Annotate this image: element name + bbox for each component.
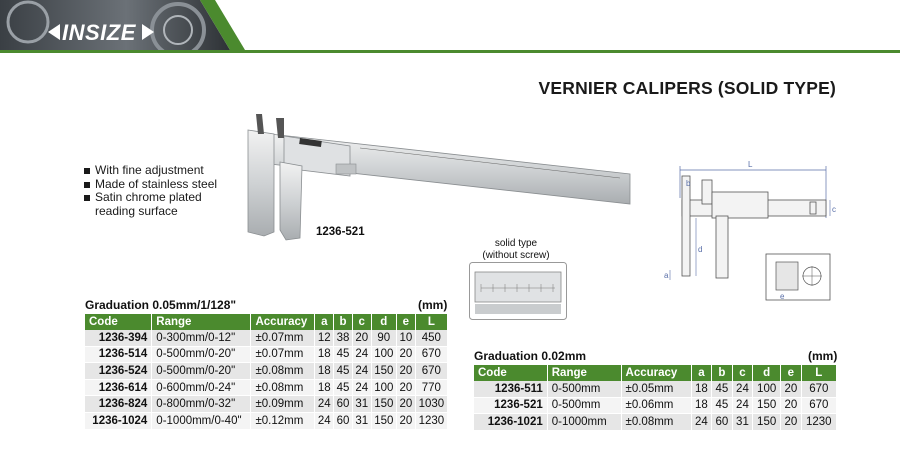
dim-label-b: b	[686, 179, 691, 188]
table-cell: 450	[415, 330, 447, 346]
table-cell: 24	[352, 346, 371, 363]
table-cell: 20	[781, 397, 802, 414]
table-cell: 1236-394	[85, 330, 152, 346]
table-cell: 1236-614	[85, 379, 152, 396]
column-header: Code	[85, 314, 152, 330]
table-cell: 31	[352, 412, 371, 429]
table-cell: 31	[352, 396, 371, 413]
table-cell: 90	[371, 330, 396, 346]
table-cell: ±0.07mm	[251, 346, 315, 363]
dim-label-L: L	[748, 160, 753, 169]
table-cell: ±0.08mm	[251, 363, 315, 380]
caliper-photo	[240, 112, 640, 244]
column-header: a	[691, 365, 712, 381]
table-cell: 60	[334, 412, 353, 429]
table-cell: 20	[781, 414, 802, 431]
table-cell: 100	[371, 379, 396, 396]
table-cell: 60	[334, 396, 353, 413]
table-cell: 150	[753, 397, 781, 414]
table-cell: 24	[691, 414, 712, 431]
table-row	[474, 414, 837, 431]
table-cell: 1236-1021	[474, 414, 547, 431]
table-cell: 670	[801, 381, 836, 397]
feature-item: With fine adjustment	[84, 164, 217, 178]
table-cell: 1236-521	[474, 397, 547, 414]
feature-list	[84, 164, 217, 218]
table-cell: 1236-511	[474, 381, 547, 397]
table1-heading: Graduation 0.05mm/1/128"	[85, 298, 237, 312]
column-header: b	[712, 365, 733, 381]
table-cell: 0-1000mm	[547, 414, 621, 431]
column-header: Accuracy	[621, 365, 691, 381]
table-cell: 31	[732, 414, 753, 431]
table-cell: 18	[691, 397, 712, 414]
table-cell: 10	[397, 330, 416, 346]
spec-table-graduation-002	[474, 365, 837, 431]
table-cell: 150	[371, 412, 396, 429]
table-cell: 670	[415, 363, 447, 380]
table-cell: 24	[732, 381, 753, 397]
table-cell: 20	[781, 381, 802, 397]
table-cell: 670	[415, 346, 447, 363]
table-cell: 24	[732, 397, 753, 414]
column-header: a	[315, 314, 334, 330]
table-cell: 670	[801, 397, 836, 414]
column-header: e	[397, 314, 416, 330]
table2-heading: Graduation 0.02mm	[474, 349, 587, 363]
dim-label-d: d	[698, 245, 703, 254]
spec-table-graduation-005	[85, 314, 448, 430]
table-cell: 1030	[415, 396, 447, 413]
feature-item: Made of stainless steel	[84, 178, 217, 192]
table-cell: ±0.06mm	[621, 397, 691, 414]
table-cell: 0-600mm/0-24"	[152, 379, 251, 396]
column-header: c	[732, 365, 753, 381]
table-cell: 12	[315, 330, 334, 346]
table1-unit: (mm)	[418, 298, 448, 312]
dim-label-c: c	[832, 205, 836, 214]
table-cell: 150	[371, 396, 396, 413]
table-cell: 150	[753, 414, 781, 431]
table-cell: 770	[415, 379, 447, 396]
column-header: b	[334, 314, 353, 330]
table-cell: 20	[397, 396, 416, 413]
table-row	[474, 381, 837, 397]
table-cell: 45	[334, 363, 353, 380]
table-cell: 1236-824	[85, 396, 152, 413]
table-row	[85, 346, 448, 363]
table-cell: 1230	[801, 414, 836, 431]
table-cell: 20	[397, 412, 416, 429]
table-row	[85, 379, 448, 396]
table-cell: 0-500mm	[547, 381, 621, 397]
logo-left-arrow-icon	[48, 24, 60, 40]
table-cell: ±0.09mm	[251, 396, 315, 413]
table-cell: ±0.08mm	[251, 379, 315, 396]
table-row	[85, 330, 448, 346]
table-cell: 45	[712, 397, 733, 414]
table-cell: 24	[352, 363, 371, 380]
table-header-row	[85, 314, 448, 330]
table-cell: 60	[712, 414, 733, 431]
table-cell: 1236-524	[85, 363, 152, 380]
table-cell: 0-500mm/0-20"	[152, 363, 251, 380]
column-header: L	[415, 314, 447, 330]
caliper-dimension-diagram	[662, 158, 838, 306]
table-cell: 1236-514	[85, 346, 152, 363]
table-cell: 18	[315, 346, 334, 363]
column-header: Range	[547, 365, 621, 381]
table-cell: 100	[753, 381, 781, 397]
brand-logo: INSIZE	[62, 20, 136, 45]
dim-label-e: e	[780, 292, 785, 301]
table2-unit: (mm)	[808, 349, 838, 363]
logo-right-arrow-icon	[142, 24, 154, 40]
table-cell: ±0.12mm	[251, 412, 315, 429]
table-cell: 45	[712, 381, 733, 397]
feature-item: Satin chrome plated reading surface	[84, 191, 215, 218]
solid-type-detail-image	[469, 262, 567, 320]
table-cell: 18	[691, 381, 712, 397]
dim-label-a: a	[664, 271, 669, 280]
table-cell: 24	[352, 379, 371, 396]
table-cell: 45	[334, 379, 353, 396]
table-cell: 18	[315, 363, 334, 380]
table-cell: 20	[397, 346, 416, 363]
table-cell: 18	[315, 379, 334, 396]
column-header: L	[801, 365, 836, 381]
table-cell: 20	[397, 379, 416, 396]
table-cell: 38	[334, 330, 353, 346]
table-cell: 45	[334, 346, 353, 363]
table-cell: 0-800mm/0-32"	[152, 396, 251, 413]
table-cell: 0-500mm	[547, 397, 621, 414]
table-cell: 0-1000mm/0-40"	[152, 412, 251, 429]
table-header-row	[474, 365, 837, 381]
table-cell: ±0.05mm	[621, 381, 691, 397]
column-header: d	[753, 365, 781, 381]
table-row	[85, 412, 448, 429]
solid-type-caption-line1: solid type	[494, 238, 538, 249]
table-cell: ±0.08mm	[621, 414, 691, 431]
table-cell: 0-500mm/0-20"	[152, 346, 251, 363]
table-cell: 0-300mm/0-12"	[152, 330, 251, 346]
table-cell: 20	[397, 363, 416, 380]
table-cell: ±0.07mm	[251, 330, 315, 346]
column-header: c	[352, 314, 371, 330]
column-header: d	[371, 314, 396, 330]
table-row	[474, 397, 837, 414]
column-header: e	[781, 365, 802, 381]
table-cell: 20	[352, 330, 371, 346]
table-row	[85, 363, 448, 380]
table-cell: 150	[371, 363, 396, 380]
column-header: Code	[474, 365, 547, 381]
table-cell: 24	[315, 412, 334, 429]
solid-type-caption	[476, 238, 556, 261]
column-header: Accuracy	[251, 314, 315, 330]
column-header: Range	[152, 314, 251, 330]
page-title: VERNIER CALIPERS (SOLID TYPE)	[538, 78, 836, 98]
table-cell: 24	[315, 396, 334, 413]
table-cell: 1236-1024	[85, 412, 152, 429]
table-cell: 1230	[415, 412, 447, 429]
table-row	[85, 396, 448, 413]
banner-rule	[0, 50, 900, 53]
table-cell: 100	[371, 346, 396, 363]
solid-type-caption-line2: (without screw)	[482, 249, 550, 261]
product-model-label: 1236-521	[316, 226, 365, 238]
